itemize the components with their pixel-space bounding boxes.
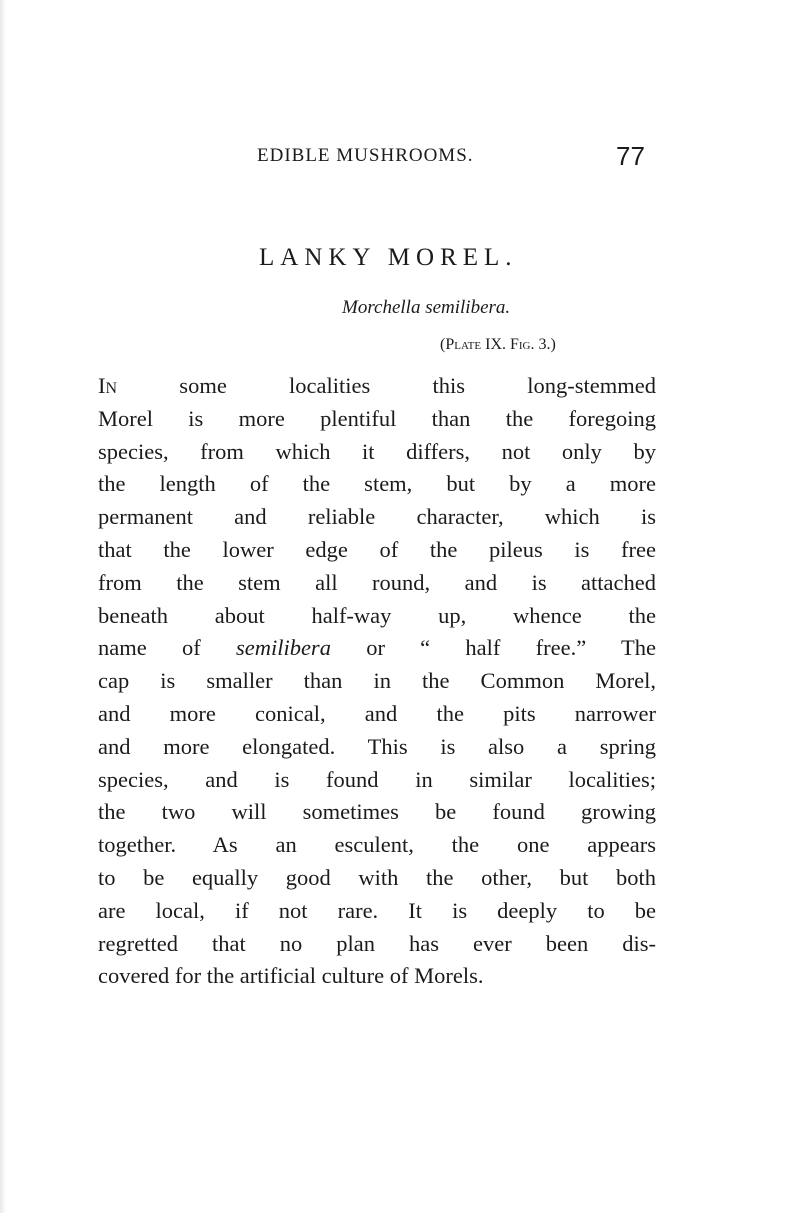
text-line-9 [98, 632, 656, 665]
text-line-4: the length of the stem, but by a more [98, 471, 656, 497]
plate-reference [440, 336, 556, 354]
initial-word: In [98, 373, 118, 398]
plate-ref-plate-num: IX. [481, 336, 510, 353]
line-9-b: or “ half free.” The [330, 635, 657, 661]
line-9-italic-term: semilibera [235, 635, 331, 661]
body-paragraph [98, 370, 656, 993]
text-line-13: species, and is found in similar localities; [98, 766, 656, 792]
running-title: EDIBLE MUSHROOMS. [257, 145, 474, 166]
plate-ref-fig-num: 3.) [534, 336, 556, 353]
text-line-6: that the lower edge of the pileus is free [98, 536, 656, 562]
text-line-15: together. As an esculent, the one appears [98, 832, 656, 858]
text-line-8: beneath about half-way up, whence the [98, 602, 656, 628]
text-line-19: covered for the artificial culture of Morels. [98, 963, 484, 989]
article-title: LANKY MOREL. [259, 244, 518, 271]
text-line-14: the two will sometimes be found growing [98, 799, 656, 825]
page-number: 77 [616, 141, 645, 171]
text-line-10: cap is smaller than in the Common Morel, [98, 668, 656, 694]
text-line-12: and more elongated. This is also a spring [98, 733, 656, 759]
running-header [0, 141, 800, 171]
text-line-16: to be equally good with the other, but both [98, 864, 656, 890]
text-line-3: species, from which it differs, not only by [98, 438, 656, 464]
line-9-a: name of [98, 635, 236, 661]
text-line-18: regretted that no plan has ever been dis- [98, 930, 656, 956]
text-line-1 [98, 370, 656, 403]
text-line-7: from the stem all round, and is attached [98, 569, 656, 595]
line-1-rest: some localities this long-stemmed [117, 373, 656, 398]
page-edge-shadow [0, 0, 6, 1213]
text-line-17: are local, if not rare. It is deeply to be [98, 897, 656, 923]
plate-ref-fig-word: Fig. [510, 336, 535, 353]
plate-ref-plate-word: Plate [445, 336, 482, 353]
text-line-2: Morel is more plentiful than the foregoing [98, 405, 656, 431]
plate-ref-open: ( [440, 336, 446, 353]
latin-name: Morchella semilibera. [342, 297, 511, 318]
text-line-5: permanent and reliable character, which is [98, 504, 656, 530]
text-line-11: and more conical, and the pits narrower [98, 700, 656, 726]
